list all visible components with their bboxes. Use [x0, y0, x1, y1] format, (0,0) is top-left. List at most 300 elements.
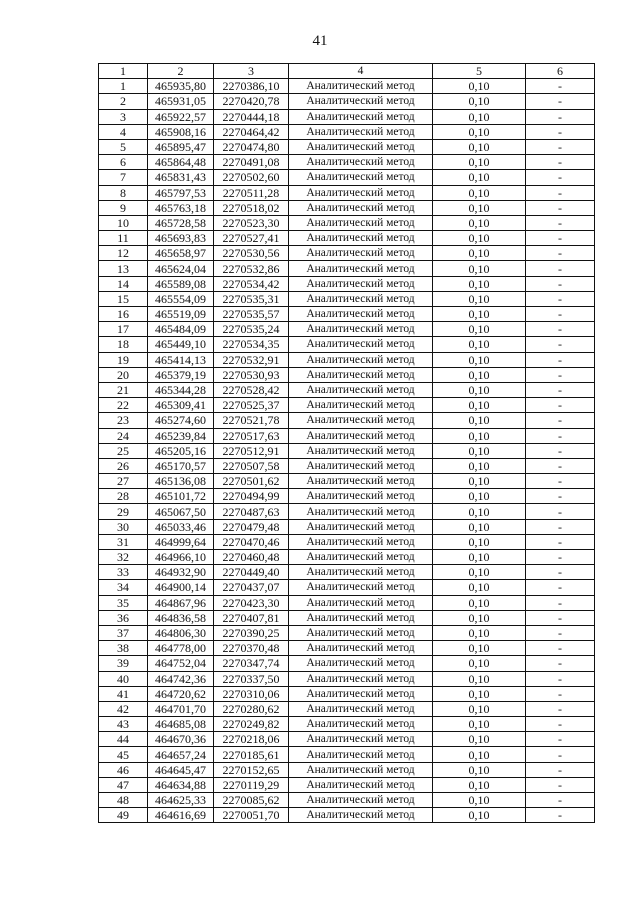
header-cell-5: 5 — [433, 64, 526, 79]
method-cell: Аналитический метод — [289, 139, 433, 154]
extra-cell: - — [526, 550, 595, 565]
x-coordinate-cell: 465239,84 — [148, 428, 214, 443]
header-cell-6: 6 — [526, 64, 595, 79]
method-cell: Аналитический метод — [289, 124, 433, 139]
point-number-cell: 19 — [99, 352, 148, 367]
table-row — [99, 246, 595, 261]
method-cell: Аналитический метод — [289, 565, 433, 580]
accuracy-cell: 0,10 — [433, 565, 526, 580]
extra-cell: - — [526, 504, 595, 519]
extra-cell: - — [526, 489, 595, 504]
y-coordinate-cell: 2270185,61 — [214, 747, 289, 762]
method-cell: Аналитический метод — [289, 200, 433, 215]
method-cell: Аналитический метод — [289, 337, 433, 352]
table-row — [99, 580, 595, 595]
table-row — [99, 139, 595, 154]
table-row — [99, 747, 595, 762]
extra-cell: - — [526, 580, 595, 595]
extra-cell: - — [526, 565, 595, 580]
accuracy-cell: 0,10 — [433, 367, 526, 382]
method-cell: Аналитический метод — [289, 777, 433, 792]
point-number-cell: 10 — [99, 215, 148, 230]
point-number-cell: 20 — [99, 367, 148, 382]
extra-cell: - — [526, 231, 595, 246]
accuracy-cell: 0,10 — [433, 155, 526, 170]
point-number-cell: 25 — [99, 443, 148, 458]
method-cell: Аналитический метод — [289, 519, 433, 534]
y-coordinate-cell: 2270532,91 — [214, 352, 289, 367]
extra-cell: - — [526, 732, 595, 747]
method-cell: Аналитический метод — [289, 671, 433, 686]
extra-cell: - — [526, 307, 595, 322]
table-row — [99, 550, 595, 565]
point-number-cell: 39 — [99, 656, 148, 671]
point-number-cell: 4 — [99, 124, 148, 139]
accuracy-cell: 0,10 — [433, 641, 526, 656]
method-cell: Аналитический метод — [289, 215, 433, 230]
accuracy-cell: 0,10 — [433, 94, 526, 109]
point-number-cell: 42 — [99, 701, 148, 716]
extra-cell: - — [526, 352, 595, 367]
x-coordinate-cell: 465922,57 — [148, 109, 214, 124]
accuracy-cell: 0,10 — [433, 534, 526, 549]
header-row — [99, 64, 595, 79]
x-coordinate-cell: 465554,09 — [148, 291, 214, 306]
method-cell: Аналитический метод — [289, 595, 433, 610]
y-coordinate-cell: 2270534,42 — [214, 276, 289, 291]
method-cell: Аналитический метод — [289, 94, 433, 109]
header-cell-2: 2 — [148, 64, 214, 79]
x-coordinate-cell: 464867,96 — [148, 595, 214, 610]
accuracy-cell: 0,10 — [433, 413, 526, 428]
extra-cell: - — [526, 276, 595, 291]
x-coordinate-cell: 465763,18 — [148, 200, 214, 215]
point-number-cell: 12 — [99, 246, 148, 261]
table-row — [99, 656, 595, 671]
point-number-cell: 28 — [99, 489, 148, 504]
x-coordinate-cell: 465797,53 — [148, 185, 214, 200]
x-coordinate-cell: 465935,80 — [148, 79, 214, 94]
x-coordinate-cell: 464966,10 — [148, 550, 214, 565]
method-cell: Аналитический метод — [289, 398, 433, 413]
accuracy-cell: 0,10 — [433, 625, 526, 640]
accuracy-cell: 0,10 — [433, 550, 526, 565]
x-coordinate-cell: 465519,09 — [148, 307, 214, 322]
y-coordinate-cell: 2270444,18 — [214, 109, 289, 124]
point-number-cell: 40 — [99, 671, 148, 686]
accuracy-cell: 0,10 — [433, 261, 526, 276]
point-number-cell: 5 — [99, 139, 148, 154]
x-coordinate-cell: 464720,62 — [148, 686, 214, 701]
accuracy-cell: 0,10 — [433, 458, 526, 473]
accuracy-cell: 0,10 — [433, 747, 526, 762]
y-coordinate-cell: 2270521,78 — [214, 413, 289, 428]
point-number-cell: 32 — [99, 550, 148, 565]
y-coordinate-cell: 2270491,08 — [214, 155, 289, 170]
x-coordinate-cell: 464685,08 — [148, 717, 214, 732]
y-coordinate-cell: 2270119,29 — [214, 777, 289, 792]
method-cell: Аналитический метод — [289, 610, 433, 625]
accuracy-cell: 0,10 — [433, 200, 526, 215]
x-coordinate-cell: 464778,00 — [148, 641, 214, 656]
accuracy-cell: 0,10 — [433, 519, 526, 534]
table-row — [99, 808, 595, 823]
y-coordinate-cell: 2270494,99 — [214, 489, 289, 504]
method-cell: Аналитический метод — [289, 443, 433, 458]
method-cell: Аналитический метод — [289, 625, 433, 640]
x-coordinate-cell: 464616,69 — [148, 808, 214, 823]
point-number-cell: 11 — [99, 231, 148, 246]
header-cell-4: 4 — [289, 64, 433, 79]
table-row — [99, 534, 595, 549]
point-number-cell: 38 — [99, 641, 148, 656]
point-number-cell: 49 — [99, 808, 148, 823]
table-row — [99, 124, 595, 139]
point-number-cell: 2 — [99, 94, 148, 109]
table-row — [99, 170, 595, 185]
table-row — [99, 686, 595, 701]
table-row — [99, 155, 595, 170]
table-row — [99, 79, 595, 94]
y-coordinate-cell: 2270386,10 — [214, 79, 289, 94]
accuracy-cell: 0,10 — [433, 595, 526, 610]
table-row — [99, 231, 595, 246]
point-number-cell: 36 — [99, 610, 148, 625]
table-row — [99, 641, 595, 656]
accuracy-cell: 0,10 — [433, 231, 526, 246]
method-cell: Аналитический метод — [289, 382, 433, 397]
table-row — [99, 489, 595, 504]
accuracy-cell: 0,10 — [433, 79, 526, 94]
extra-cell: - — [526, 124, 595, 139]
x-coordinate-cell: 464836,58 — [148, 610, 214, 625]
extra-cell: - — [526, 79, 595, 94]
extra-cell: - — [526, 701, 595, 716]
accuracy-cell: 0,10 — [433, 276, 526, 291]
table-row — [99, 215, 595, 230]
point-number-cell: 26 — [99, 458, 148, 473]
x-coordinate-cell: 465831,43 — [148, 170, 214, 185]
method-cell: Аналитический метод — [289, 291, 433, 306]
extra-cell: - — [526, 686, 595, 701]
extra-cell: - — [526, 625, 595, 640]
table-row — [99, 276, 595, 291]
point-number-cell: 13 — [99, 261, 148, 276]
method-cell: Аналитический метод — [289, 322, 433, 337]
accuracy-cell: 0,10 — [433, 337, 526, 352]
extra-cell: - — [526, 398, 595, 413]
x-coordinate-cell: 465728,58 — [148, 215, 214, 230]
extra-cell: - — [526, 413, 595, 428]
table-row — [99, 565, 595, 580]
accuracy-cell: 0,10 — [433, 671, 526, 686]
accuracy-cell: 0,10 — [433, 246, 526, 261]
method-cell: Аналитический метод — [289, 170, 433, 185]
x-coordinate-cell: 465484,09 — [148, 322, 214, 337]
point-number-cell: 1 — [99, 79, 148, 94]
method-cell: Аналитический метод — [289, 793, 433, 808]
y-coordinate-cell: 2270449,40 — [214, 565, 289, 580]
point-number-cell: 24 — [99, 428, 148, 443]
table-row — [99, 367, 595, 382]
y-coordinate-cell: 2270511,28 — [214, 185, 289, 200]
y-coordinate-cell: 2270525,37 — [214, 398, 289, 413]
point-number-cell: 37 — [99, 625, 148, 640]
point-number-cell: 41 — [99, 686, 148, 701]
table-row — [99, 398, 595, 413]
extra-cell: - — [526, 382, 595, 397]
table-row — [99, 322, 595, 337]
x-coordinate-cell: 464625,33 — [148, 793, 214, 808]
x-coordinate-cell: 464932,90 — [148, 565, 214, 580]
extra-cell: - — [526, 139, 595, 154]
extra-cell: - — [526, 534, 595, 549]
accuracy-cell: 0,10 — [433, 717, 526, 732]
table-row — [99, 732, 595, 747]
extra-cell: - — [526, 215, 595, 230]
table-row — [99, 762, 595, 777]
extra-cell: - — [526, 595, 595, 610]
y-coordinate-cell: 2270347,74 — [214, 656, 289, 671]
extra-cell: - — [526, 793, 595, 808]
x-coordinate-cell: 465309,41 — [148, 398, 214, 413]
accuracy-cell: 0,10 — [433, 215, 526, 230]
y-coordinate-cell: 2270512,91 — [214, 443, 289, 458]
extra-cell: - — [526, 777, 595, 792]
header-cell-1: 1 — [99, 64, 148, 79]
method-cell: Аналитический метод — [289, 109, 433, 124]
x-coordinate-cell: 464742,36 — [148, 671, 214, 686]
y-coordinate-cell: 2270280,62 — [214, 701, 289, 716]
y-coordinate-cell: 2270530,93 — [214, 367, 289, 382]
extra-cell: - — [526, 109, 595, 124]
y-coordinate-cell: 2270479,48 — [214, 519, 289, 534]
table-row — [99, 504, 595, 519]
accuracy-cell: 0,10 — [433, 504, 526, 519]
accuracy-cell: 0,10 — [433, 793, 526, 808]
x-coordinate-cell: 465170,57 — [148, 458, 214, 473]
accuracy-cell: 0,10 — [433, 322, 526, 337]
table-row — [99, 595, 595, 610]
method-cell: Аналитический метод — [289, 641, 433, 656]
table-row — [99, 717, 595, 732]
extra-cell: - — [526, 291, 595, 306]
y-coordinate-cell: 2270507,58 — [214, 458, 289, 473]
x-coordinate-cell: 465274,60 — [148, 413, 214, 428]
table-row — [99, 625, 595, 640]
accuracy-cell: 0,10 — [433, 443, 526, 458]
extra-cell: - — [526, 458, 595, 473]
x-coordinate-cell: 464752,04 — [148, 656, 214, 671]
method-cell: Аналитический метод — [289, 185, 433, 200]
accuracy-cell: 0,10 — [433, 580, 526, 595]
y-coordinate-cell: 2270152,65 — [214, 762, 289, 777]
y-coordinate-cell: 2270528,42 — [214, 382, 289, 397]
y-coordinate-cell: 2270437,07 — [214, 580, 289, 595]
method-cell: Аналитический метод — [289, 747, 433, 762]
point-number-cell: 43 — [99, 717, 148, 732]
table-row — [99, 382, 595, 397]
method-cell: Аналитический метод — [289, 717, 433, 732]
y-coordinate-cell: 2270527,41 — [214, 231, 289, 246]
extra-cell: - — [526, 322, 595, 337]
point-number-cell: 8 — [99, 185, 148, 200]
extra-cell: - — [526, 671, 595, 686]
point-number-cell: 9 — [99, 200, 148, 215]
method-cell: Аналитический метод — [289, 155, 433, 170]
extra-cell: - — [526, 519, 595, 534]
method-cell: Аналитический метод — [289, 656, 433, 671]
point-number-cell: 15 — [99, 291, 148, 306]
accuracy-cell: 0,10 — [433, 701, 526, 716]
y-coordinate-cell: 2270470,46 — [214, 534, 289, 549]
method-cell: Аналитический метод — [289, 504, 433, 519]
point-number-cell: 14 — [99, 276, 148, 291]
x-coordinate-cell: 465908,16 — [148, 124, 214, 139]
table-row — [99, 474, 595, 489]
method-cell: Аналитический метод — [289, 261, 433, 276]
y-coordinate-cell: 2270420,78 — [214, 94, 289, 109]
x-coordinate-cell: 465414,13 — [148, 352, 214, 367]
x-coordinate-cell: 465624,04 — [148, 261, 214, 276]
method-cell: Аналитический метод — [289, 762, 433, 777]
y-coordinate-cell: 2270535,24 — [214, 322, 289, 337]
point-number-cell: 3 — [99, 109, 148, 124]
point-number-cell: 17 — [99, 322, 148, 337]
x-coordinate-cell: 465344,28 — [148, 382, 214, 397]
table-row — [99, 443, 595, 458]
extra-cell: - — [526, 155, 595, 170]
y-coordinate-cell: 2270501,62 — [214, 474, 289, 489]
point-number-cell: 45 — [99, 747, 148, 762]
accuracy-cell: 0,10 — [433, 139, 526, 154]
x-coordinate-cell: 465864,48 — [148, 155, 214, 170]
y-coordinate-cell: 2270530,56 — [214, 246, 289, 261]
point-number-cell: 22 — [99, 398, 148, 413]
accuracy-cell: 0,10 — [433, 398, 526, 413]
table-row — [99, 109, 595, 124]
extra-cell: - — [526, 367, 595, 382]
extra-cell: - — [526, 170, 595, 185]
extra-cell: - — [526, 641, 595, 656]
extra-cell: - — [526, 443, 595, 458]
accuracy-cell: 0,10 — [433, 124, 526, 139]
accuracy-cell: 0,10 — [433, 762, 526, 777]
x-coordinate-cell: 465895,47 — [148, 139, 214, 154]
table-row — [99, 307, 595, 322]
x-coordinate-cell: 465693,83 — [148, 231, 214, 246]
point-number-cell: 35 — [99, 595, 148, 610]
table-row — [99, 413, 595, 428]
point-number-cell: 21 — [99, 382, 148, 397]
y-coordinate-cell: 2270337,50 — [214, 671, 289, 686]
method-cell: Аналитический метод — [289, 732, 433, 747]
extra-cell: - — [526, 762, 595, 777]
table-row — [99, 261, 595, 276]
accuracy-cell: 0,10 — [433, 291, 526, 306]
method-cell: Аналитический метод — [289, 489, 433, 504]
method-cell: Аналитический метод — [289, 276, 433, 291]
method-cell: Аналитический метод — [289, 413, 433, 428]
table-row — [99, 185, 595, 200]
accuracy-cell: 0,10 — [433, 307, 526, 322]
accuracy-cell: 0,10 — [433, 489, 526, 504]
table-row — [99, 458, 595, 473]
point-number-cell: 29 — [99, 504, 148, 519]
y-coordinate-cell: 2270464,42 — [214, 124, 289, 139]
accuracy-cell: 0,10 — [433, 352, 526, 367]
accuracy-cell: 0,10 — [433, 732, 526, 747]
accuracy-cell: 0,10 — [433, 109, 526, 124]
extra-cell: - — [526, 808, 595, 823]
method-cell: Аналитический метод — [289, 686, 433, 701]
x-coordinate-cell: 464900,14 — [148, 580, 214, 595]
y-coordinate-cell: 2270407,81 — [214, 610, 289, 625]
method-cell: Аналитический метод — [289, 231, 433, 246]
method-cell: Аналитический метод — [289, 550, 433, 565]
accuracy-cell: 0,10 — [433, 777, 526, 792]
accuracy-cell: 0,10 — [433, 686, 526, 701]
y-coordinate-cell: 2270249,82 — [214, 717, 289, 732]
point-number-cell: 46 — [99, 762, 148, 777]
x-coordinate-cell: 464806,30 — [148, 625, 214, 640]
y-coordinate-cell: 2270502,60 — [214, 170, 289, 185]
x-coordinate-cell: 464701,70 — [148, 701, 214, 716]
method-cell: Аналитический метод — [289, 367, 433, 382]
accuracy-cell: 0,10 — [433, 428, 526, 443]
extra-cell: - — [526, 717, 595, 732]
accuracy-cell: 0,10 — [433, 808, 526, 823]
x-coordinate-cell: 465449,10 — [148, 337, 214, 352]
y-coordinate-cell: 2270390,25 — [214, 625, 289, 640]
table-row — [99, 793, 595, 808]
extra-cell: - — [526, 246, 595, 261]
y-coordinate-cell: 2270051,70 — [214, 808, 289, 823]
extra-cell: - — [526, 610, 595, 625]
point-number-cell: 18 — [99, 337, 148, 352]
point-number-cell: 27 — [99, 474, 148, 489]
y-coordinate-cell: 2270310,06 — [214, 686, 289, 701]
point-number-cell: 7 — [99, 170, 148, 185]
table-row — [99, 428, 595, 443]
method-cell: Аналитический метод — [289, 808, 433, 823]
table-row — [99, 777, 595, 792]
extra-cell: - — [526, 656, 595, 671]
page-number: 41 — [312, 33, 328, 49]
x-coordinate-cell: 464634,88 — [148, 777, 214, 792]
point-number-cell: 6 — [99, 155, 148, 170]
point-number-cell: 33 — [99, 565, 148, 580]
y-coordinate-cell: 2270370,48 — [214, 641, 289, 656]
table-body — [99, 79, 595, 823]
x-coordinate-cell: 464670,36 — [148, 732, 214, 747]
table-row — [99, 671, 595, 686]
table-row — [99, 519, 595, 534]
method-cell: Аналитический метод — [289, 474, 433, 489]
table-row — [99, 94, 595, 109]
y-coordinate-cell: 2270487,63 — [214, 504, 289, 519]
x-coordinate-cell: 465205,16 — [148, 443, 214, 458]
extra-cell: - — [526, 428, 595, 443]
x-coordinate-cell: 464657,24 — [148, 747, 214, 762]
point-number-cell: 31 — [99, 534, 148, 549]
y-coordinate-cell: 2270523,30 — [214, 215, 289, 230]
extra-cell: - — [526, 337, 595, 352]
accuracy-cell: 0,10 — [433, 474, 526, 489]
method-cell: Аналитический метод — [289, 458, 433, 473]
y-coordinate-cell: 2270423,30 — [214, 595, 289, 610]
x-coordinate-cell: 465931,05 — [148, 94, 214, 109]
